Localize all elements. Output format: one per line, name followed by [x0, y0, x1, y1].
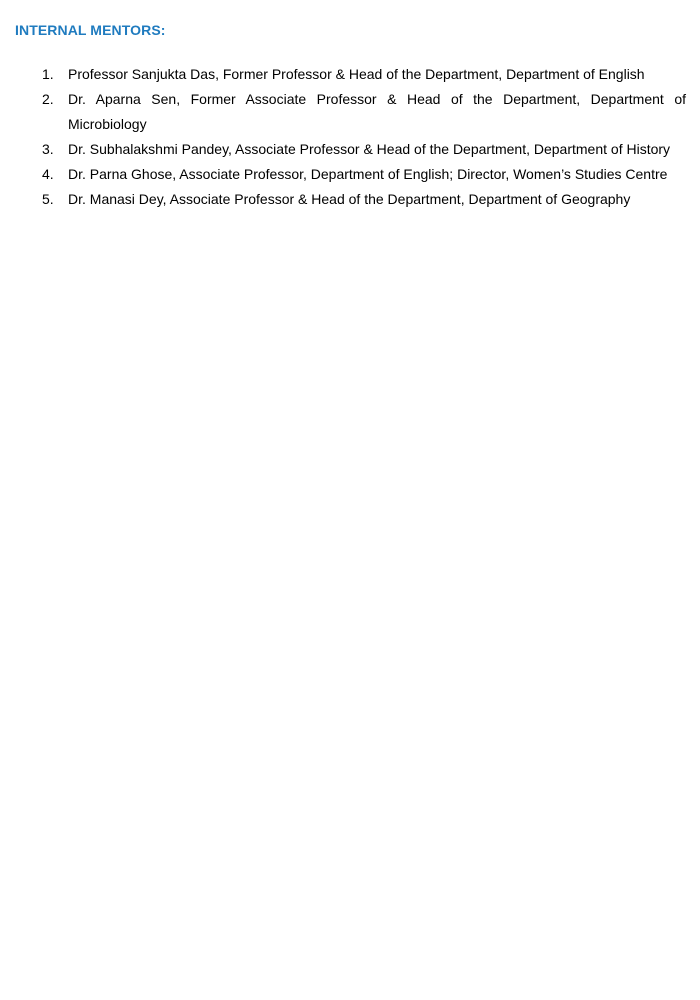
list-item-number: 4.	[42, 166, 54, 182]
list-item-text: Dr. Parna Ghose, Associate Professor, Department of English; Director, Women’s Studies Centre	[68, 166, 668, 182]
mentor-list-item	[0, 87, 686, 137]
section-heading: INTERNAL MENTORS:	[15, 22, 166, 38]
list-item-number: 3.	[42, 141, 54, 157]
mentor-list-item	[0, 162, 686, 187]
list-item-text: Dr. Manasi Dey, Associate Professor & Head of the Department, Department of Geography	[68, 191, 631, 207]
mentor-list	[0, 62, 700, 212]
mentor-list-item	[0, 62, 686, 87]
list-item-text: Dr. Aparna Sen, Former Associate Professor & Head of the Department, Department of Microbiology	[68, 91, 686, 132]
mentor-list-item	[0, 137, 686, 162]
list-item-text: Dr. Subhalakshmi Pandey, Associate Professor & Head of the Department, Department of History	[68, 141, 671, 157]
list-item-number: 1.	[42, 66, 54, 82]
mentor-list-item	[0, 187, 686, 212]
list-item-text: Professor Sanjukta Das, Former Professor & Head of the Department, Department of English	[68, 66, 645, 82]
list-item-number: 2.	[42, 91, 54, 107]
list-item-number: 5.	[42, 191, 54, 207]
